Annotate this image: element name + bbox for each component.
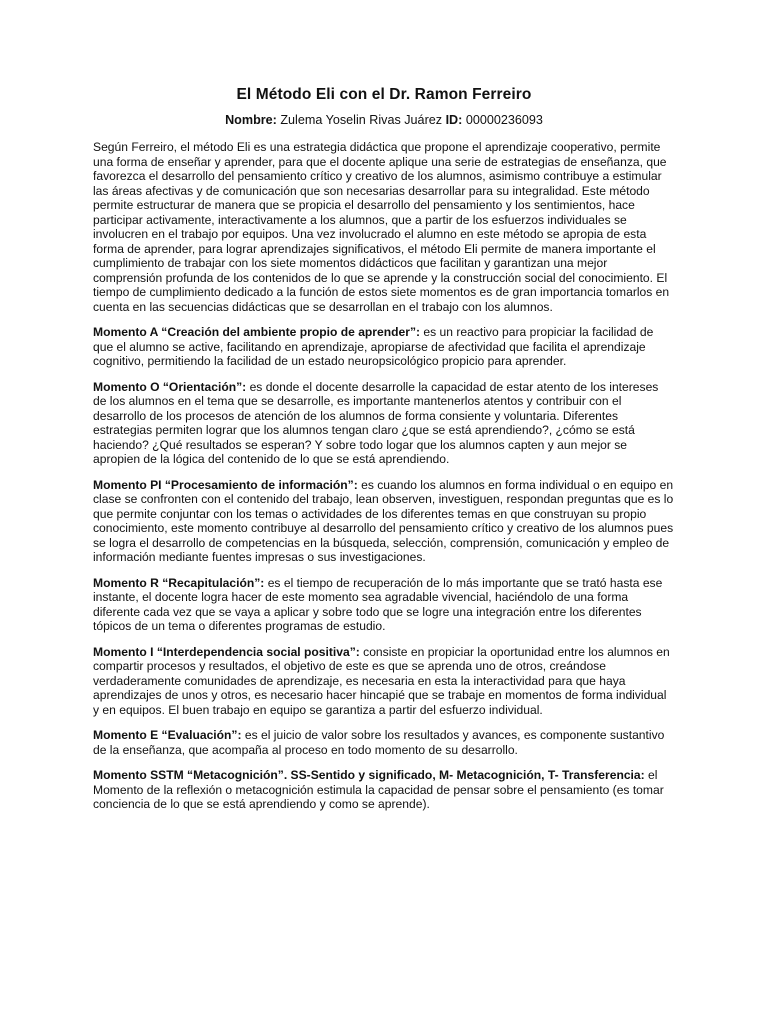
moment-r-paragraph	[93, 576, 675, 634]
moment-a-paragraph	[93, 325, 675, 369]
moment-o-heading: Momento O “Orientación”:	[93, 379, 247, 394]
moment-i-heading: Momento I “Interdependencia social positiva”:	[93, 644, 360, 659]
moment-e-paragraph	[93, 728, 675, 757]
moment-o-paragraph	[93, 380, 675, 467]
moment-pi-paragraph	[93, 478, 675, 565]
intro-paragraph: Según Ferreiro, el método Eli es una estrategia didáctica que propone el aprendizaje cooperativo, permite una forma de enseñar y aprender, para que el docente aplique una serie de estrategias de enseñanza, que favorezca el desarrollo del pensamiento crítico y creativo de los alumnos, asimismo contribuye a estimular las áreas afectivas y de comunicación que son necesarias desarrollar para su integralidad. Este método permite estructurar de manera que se propicia el desarrollo del pensamiento y los sentimientos, hace participar activamente, interactivamente a los alumnos, que a partir de los esfuerzos individuales se involucren en el trabajo por equipos. Una vez involucrado el alumno en este método se apropia de esta forma de aprender, para lograr aprendizajes significativos, el método Eli permite de manera importante el cumplimiento de trabajar con los siete momentos didácticos que facilitan y garantizan una mejor comprensión profunda de los contenidos de lo que se aprende y la construcción social del conocimiento. El tiempo de cumplimiento dedicado a la función de estos siete momentos es de gran importancia tomarlos en cuenta en las secuencias didácticas que se desarrollan en el trabajo con los alumnos.	[93, 140, 670, 314]
document-title: El Método Eli con el Dr. Ramon Ferreiro	[236, 86, 532, 103]
moment-pi-heading: Momento PI “Procesamiento de información”:	[93, 477, 358, 492]
moment-i-text: consiste en propiciar la oportunidad entre los alumnos en compartir procesos y resultados, el objetivo de este es que se aprenda uno de otros, creándose verdaderamente comunidades de aprendizaje, es necesaria en esta la interactividad para que haya aprendizajes de unos y otros, es necesario hacer hincapié que se trabaje en momentos de forma individual y en equipos. El buen trabajo en equipo se garantiza a partir del esfuerzo individual.	[93, 644, 670, 717]
moment-pi-text: es cuando los alumnos en forma individual o en equipo en clase se confronten con el contenido del trabajo, lean observen, investiguen, respondan preguntas que es lo que permite conjuntar con los temas o actividades de los diferentes temas en que construyan su propio conocimiento, este momento contribuye al desarrollo del pensamiento crítico y creativo de los alumnos pues se logra el desarrollo de competencias en la búsqueda, selección, comprensión, comunicación y empleo de información mediante fuentes impresas o sus investigaciones.	[93, 477, 674, 564]
moment-sstm-heading: Momento SSTM “Metacognición”. SS-Sentido y significado, M- Metacognición, T- Transferencia:	[93, 768, 645, 782]
id-value: 00000236093	[465, 113, 543, 127]
moment-a-heading: Momento A “Creación del ambiente propio de aprender”:	[93, 325, 421, 339]
id-label: ID:	[445, 113, 463, 127]
moment-e-heading: Momento E “Evaluación”:	[93, 728, 242, 742]
moment-o-text: es donde el docente desarrolle la capacidad de estar atento de los intereses de los alumnos en el tema que se desarrolle, es importante mantenerlos atentos y contribuir con el desarrollo de los procesos de atención de los alumnos de forma consiente y voluntaria. Diferentes estrategias permiten lograr que los alumnos tengan claro ¿que se está aprendiendo?, ¿cómo se está haciendo? ¿Qué resultados se esperan? Y sobre todo logar que los alumnos capten y aun mejor se apropien de la lógica del contenido de lo que se está aprendiendo.	[93, 379, 659, 466]
moment-r-heading: Momento R “Recapitulación”:	[93, 575, 265, 590]
moment-e-text: es el juicio de valor sobre los resultados y avances, es componente sustantivo de la enseñanza, que acompaña al proceso en todo momento de su desarrollo.	[93, 728, 665, 757]
author-line	[93, 113, 675, 127]
moment-i-paragraph	[93, 645, 675, 718]
name-value: Zulema Yoselin Rivas Juárez	[280, 113, 443, 127]
moment-a-text: es un reactivo para propiciar la facilidad de que el alumno se active, facilitando en aprendizaje, apropiarse de afectividad que facilita el aprendizaje cognitivo, permitiendo la facilidad de un estado neuropsicológico propicio para aprender.	[93, 325, 654, 368]
name-label: Nombre:	[225, 113, 277, 127]
moment-sstm-paragraph	[93, 768, 675, 812]
moment-r-text: es el tiempo de recuperación de lo más importante que se trató hasta ese instante, el docente logra hacer de este momento sea agradable vivencial, haciéndolo de una forma diferente cada vez que se vaya a aplicar y sobre todo que se logre una integración entre los diferentes tópicos de un tema o diferentes programas de estudio.	[93, 575, 663, 633]
moment-sstm-text: el Momento de la reflexión o metacognición estimula la capacidad de pensar sobre el pensamiento (es tomar conciencia de lo que se está aprendiendo y como se aprende).	[93, 768, 664, 811]
